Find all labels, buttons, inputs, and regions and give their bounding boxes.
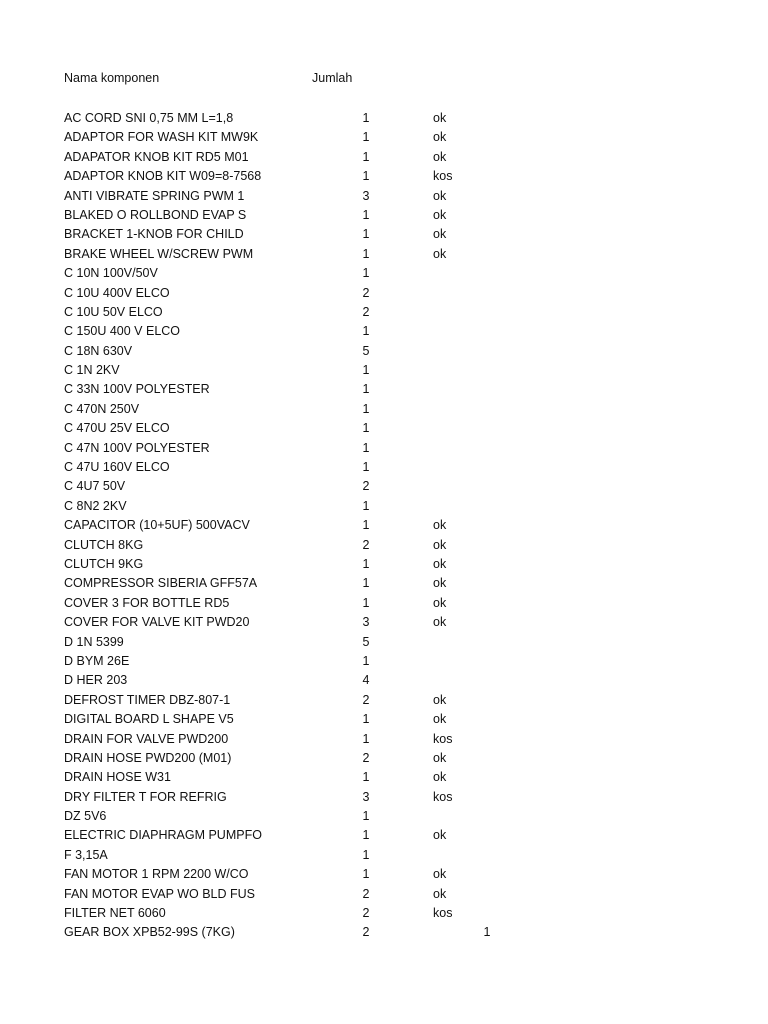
component-quantity: 2 xyxy=(362,692,370,707)
table-row xyxy=(0,807,768,826)
table-row xyxy=(0,904,768,923)
component-name: ADAPATOR KNOB KIT RD5 M01 xyxy=(64,149,249,164)
table-row xyxy=(0,865,768,884)
component-name: C 4U7 50V xyxy=(64,479,126,494)
component-quantity: 4 xyxy=(362,673,370,688)
component-status: ok xyxy=(433,750,447,765)
component-list xyxy=(0,109,768,943)
component-name: C 47U 160V ELCO xyxy=(64,460,170,475)
table-row xyxy=(0,536,768,555)
component-status: ok xyxy=(433,518,447,533)
table-row xyxy=(0,322,768,341)
component-status: ok xyxy=(433,537,447,552)
table-row xyxy=(0,574,768,593)
component-status: kos xyxy=(433,731,453,746)
component-quantity: 2 xyxy=(362,925,370,940)
component-quantity: 1 xyxy=(362,149,370,164)
component-status: ok xyxy=(433,207,447,222)
component-status: ok xyxy=(433,712,447,727)
table-row xyxy=(0,885,768,904)
table-row xyxy=(0,361,768,380)
table-row xyxy=(0,342,768,361)
component-quantity: 1 xyxy=(362,828,370,843)
component-status: ok xyxy=(433,615,447,630)
component-name: D HER 203 xyxy=(64,673,128,688)
component-status: kos xyxy=(433,789,453,804)
component-quantity: 1 xyxy=(362,246,370,261)
table-row xyxy=(0,206,768,225)
component-name: DRY FILTER T FOR REFRIG xyxy=(64,789,227,804)
table-row xyxy=(0,555,768,574)
component-name: C 470N 250V xyxy=(64,401,140,416)
component-quantity: 1 xyxy=(362,460,370,475)
table-row xyxy=(0,245,768,264)
component-name: AC CORD SNI 0,75 MM L=1,8 xyxy=(64,111,234,125)
component-quantity: 2 xyxy=(362,750,370,765)
table-row xyxy=(0,749,768,768)
table-row xyxy=(0,768,768,787)
component-quantity: 1 xyxy=(362,595,370,610)
component-quantity: 5 xyxy=(362,634,370,649)
component-quantity: 1 xyxy=(362,421,370,436)
table-row xyxy=(0,264,768,283)
component-name: D 1N 5399 xyxy=(64,634,124,649)
component-quantity: 3 xyxy=(362,789,370,804)
component-quantity: 1 xyxy=(362,266,370,281)
component-quantity: 1 xyxy=(362,498,370,513)
component-quantity: 3 xyxy=(362,615,370,630)
component-name: CAPACITOR (10+5UF) 500VACV xyxy=(64,518,250,533)
component-status: ok xyxy=(433,188,447,203)
table-row xyxy=(0,497,768,516)
component-quantity: 1 xyxy=(362,518,370,533)
component-name: CLUTCH 8KG xyxy=(64,537,144,552)
component-quantity: 1 xyxy=(362,556,370,571)
header-quantity: Jumlah xyxy=(312,71,353,85)
table-row xyxy=(0,439,768,458)
component-quantity: 2 xyxy=(362,479,370,494)
component-status: ok xyxy=(433,867,447,882)
table-row xyxy=(0,225,768,244)
component-name: BRAKE WHEEL W/SCREW PWM xyxy=(64,246,254,261)
component-status: ok xyxy=(433,111,447,125)
component-quantity: 1 xyxy=(362,227,370,242)
component-quantity: 1 xyxy=(362,653,370,668)
component-name: C 10N 100V/50V xyxy=(64,266,158,281)
component-status: ok xyxy=(433,692,447,707)
table-row xyxy=(0,167,768,186)
component-name: C 470U 25V ELCO xyxy=(64,421,170,436)
component-name: D BYM 26E xyxy=(64,653,130,668)
component-name: C 10U 400V ELCO xyxy=(64,285,170,300)
table-row xyxy=(0,594,768,613)
component-name: DEFROST TIMER DBZ-807-1 xyxy=(64,692,231,707)
component-name: GEAR BOX XPB52-99S (7KG) xyxy=(64,925,235,940)
table-row xyxy=(0,710,768,729)
component-quantity: 1 xyxy=(362,809,370,824)
component-name: ANTI VIBRATE SPRING PWM 1 xyxy=(64,188,245,203)
table-row xyxy=(0,652,768,671)
component-quantity: 1 xyxy=(362,576,370,591)
table-row xyxy=(0,400,768,419)
component-quantity: 1 xyxy=(362,770,370,785)
component-quantity: 1 xyxy=(362,130,370,145)
component-quantity: 2 xyxy=(362,906,370,921)
component-name: FAN MOTOR 1 RPM 2200 W/CO xyxy=(64,867,249,882)
component-status: ok xyxy=(433,828,447,843)
component-name: C 33N 100V POLYESTER xyxy=(64,382,210,397)
component-status: ok xyxy=(433,595,447,610)
component-status: ok xyxy=(433,149,447,164)
component-name: BLAKED O ROLLBOND EVAP S xyxy=(64,207,247,222)
table-row xyxy=(0,788,768,807)
component-quantity: 1 xyxy=(362,712,370,727)
component-status: ok xyxy=(433,227,447,242)
table-row xyxy=(0,691,768,710)
component-status: kos xyxy=(433,906,453,921)
component-name: ADAPTOR FOR WASH KIT MW9K xyxy=(64,130,259,145)
table-row xyxy=(0,419,768,438)
component-quantity: 2 xyxy=(362,304,370,319)
component-quantity: 2 xyxy=(362,537,370,552)
component-name: C 47N 100V POLYESTER xyxy=(64,440,210,455)
component-quantity: 3 xyxy=(362,188,370,203)
component-name: FAN MOTOR EVAP WO BLD FUS xyxy=(64,886,256,901)
component-quantity: 1 xyxy=(362,324,370,339)
component-quantity: 5 xyxy=(362,343,370,358)
component-quantity: 1 xyxy=(362,207,370,222)
component-name: DRAIN FOR VALVE PWD200 xyxy=(64,731,229,746)
component-status: ok xyxy=(433,576,447,591)
component-name: C 8N2 2KV xyxy=(64,498,127,513)
component-name: BRACKET 1-KNOB FOR CHILD xyxy=(64,227,244,242)
table-row xyxy=(0,380,768,399)
component-name: C 150U 400 V ELCO xyxy=(64,324,181,339)
component-status: ok xyxy=(433,770,447,785)
component-quantity: 1 xyxy=(362,382,370,397)
component-name: C 10U 50V ELCO xyxy=(64,304,163,319)
table-row xyxy=(0,148,768,167)
component-name: COVER 3 FOR BOTTLE RD5 xyxy=(64,595,230,610)
component-quantity: 1 xyxy=(362,401,370,416)
component-quantity: 1 xyxy=(362,867,370,882)
component-quantity: 1 xyxy=(362,731,370,746)
component-quantity: 1 xyxy=(362,363,370,378)
component-name: ELECTRIC DIAPHRAGM PUMPFO xyxy=(64,828,262,843)
table-row xyxy=(0,826,768,845)
table-row xyxy=(0,846,768,865)
component-name: DRAIN HOSE PWD200 (M01) xyxy=(64,750,232,765)
component-status: kos xyxy=(433,169,453,184)
component-status: ok xyxy=(433,130,447,145)
table-row xyxy=(0,516,768,535)
table-row xyxy=(0,109,768,128)
component-quantity: 1 xyxy=(362,440,370,455)
table-row xyxy=(0,671,768,690)
table-row xyxy=(0,477,768,496)
table-row xyxy=(0,187,768,206)
table-row xyxy=(0,128,768,147)
component-quantity: 1 xyxy=(362,169,370,184)
table-row xyxy=(0,730,768,749)
component-name: F 3,15A xyxy=(64,847,108,862)
component-name: DRAIN HOSE W31 xyxy=(64,770,171,785)
component-quantity: 2 xyxy=(362,886,370,901)
component-status: ok xyxy=(433,246,447,261)
component-name: CLUTCH 9KG xyxy=(64,556,144,571)
component-name: COMPRESSOR SIBERIA GFF57A xyxy=(64,576,258,591)
component-name: DZ 5V6 xyxy=(64,809,107,824)
component-quantity: 1 xyxy=(362,111,370,125)
component-name: COVER FOR VALVE KIT PWD20 xyxy=(64,615,250,630)
component-name: C 18N 630V xyxy=(64,343,133,358)
component-status: ok xyxy=(433,886,447,901)
table-row xyxy=(0,633,768,652)
table-row xyxy=(0,303,768,322)
table-row xyxy=(0,458,768,477)
table-row xyxy=(0,923,768,942)
component-name: ADAPTOR KNOB KIT W09=8-7568 xyxy=(64,169,262,184)
table-row xyxy=(0,613,768,632)
component-extra: 1 xyxy=(483,925,491,940)
component-name: FILTER NET 6060 xyxy=(64,906,166,921)
component-name: DIGITAL BOARD L SHAPE V5 xyxy=(64,712,234,727)
component-status: ok xyxy=(433,556,447,571)
component-quantity: 2 xyxy=(362,285,370,300)
table-row xyxy=(0,284,768,303)
table-header xyxy=(0,71,768,89)
header-component-name: Nama komponen xyxy=(64,71,160,85)
component-name: C 1N 2KV xyxy=(64,363,120,378)
component-quantity: 1 xyxy=(362,847,370,862)
